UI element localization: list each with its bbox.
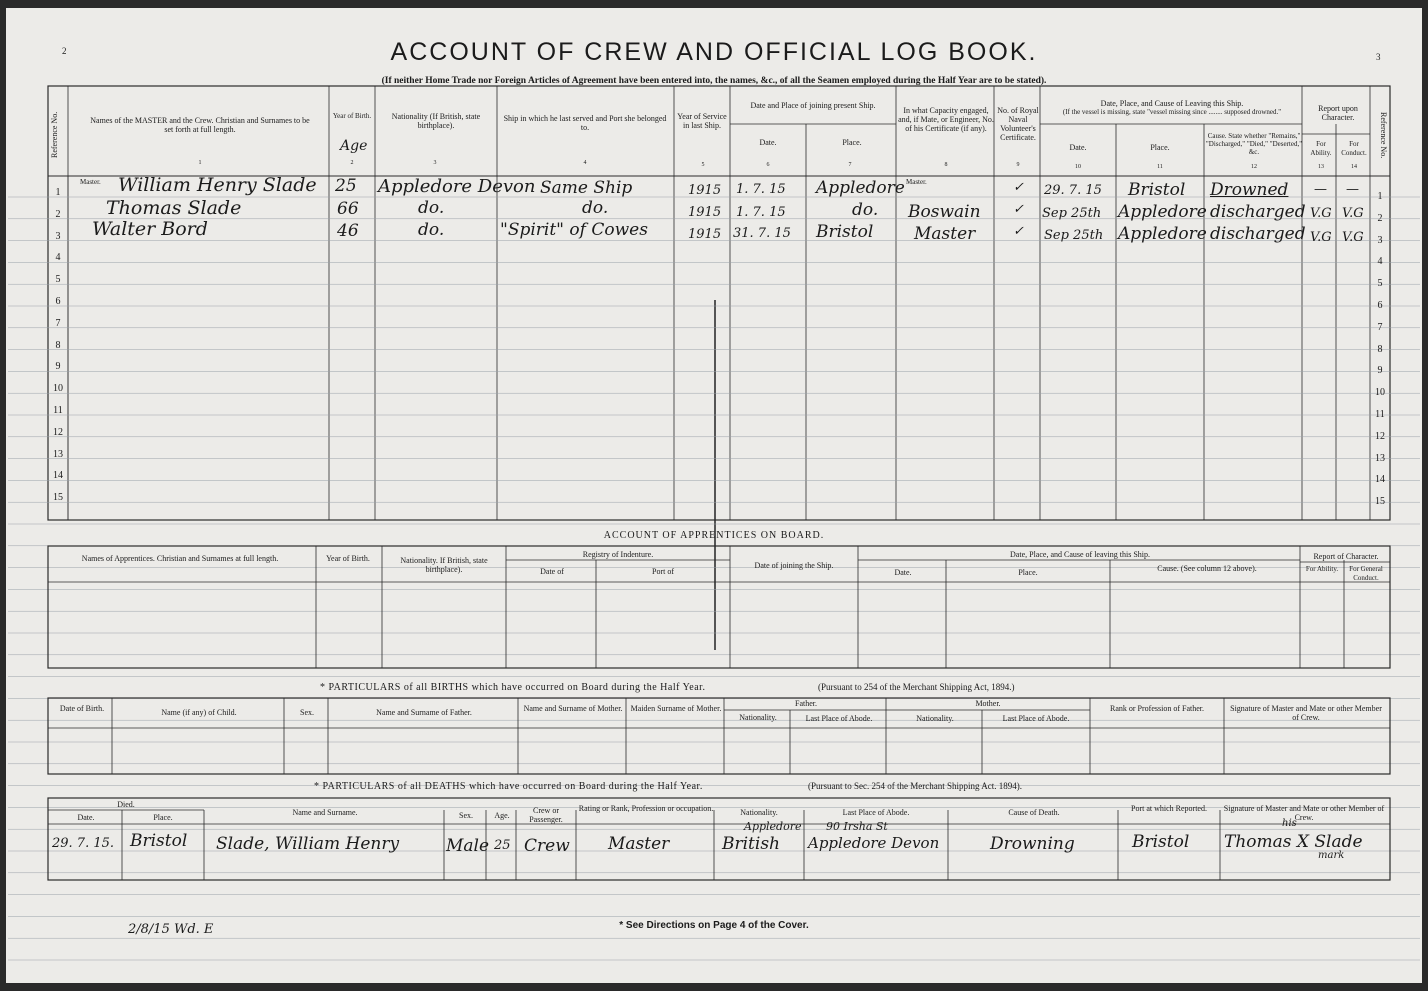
row-number: 5 [1377,278,1383,290]
row-number: 13 [1375,452,1385,464]
crew-cause: Drowned [1210,180,1289,200]
death-header-port: Port at which Reported. [1131,804,1207,813]
master-label: Master. [80,178,101,186]
crew-join-place: do. [852,200,879,220]
header-leaving: Date, Place, and Cause of Leaving this Ship. [1100,99,1244,108]
death-abode-above: 90 Irsha St [826,820,888,833]
crew-name: Thomas Slade [106,197,242,219]
crew-name: Walter Bord [92,218,208,240]
master-label-capacity: Master. [906,178,927,186]
crew-ship: do. [582,198,609,218]
crew-leave-place: Bristol [1128,180,1186,200]
row-number: 9 [55,361,61,373]
row-number: 12 [1375,430,1385,442]
header-report: Report upon Character. [1318,104,1358,122]
crew-capacity: Boswain [908,202,981,222]
birth-header-mother: Name and Surname of Mother. [523,704,623,713]
row-number: 11 [53,405,63,416]
header-ref-right: Reference No. [1379,111,1388,159]
birth-header-nat2: Nationality. [916,714,954,723]
birth-header-abode: Last Place of Abode. [805,714,873,723]
right-page-number: 3 [1376,52,1381,62]
appr-header-date-of: Date of [540,567,564,576]
death-date: 29. 7. 15. [52,836,115,851]
row-number: 7 [55,317,61,329]
row-number: 4 [55,252,61,264]
header-year: Year of Birth. [332,112,372,120]
col-number: 6 [766,162,770,168]
crew-leave-date: Sep 25th [1042,206,1102,221]
births-title: * PARTICULARS of all BIRTHS which have occurred on Board during the Half Year. [320,682,706,693]
crew-rnv: ✓ [1013,202,1024,217]
col-number: 4 [583,160,587,166]
row-number: 12 [53,426,63,438]
death-header-cause: Cause of Death. [1008,808,1060,817]
death-abode: Appledore Devon [808,834,940,852]
death-header-name: Name and Surname. [292,808,358,817]
row-number: 15 [53,492,63,504]
row-number: 8 [55,339,61,351]
col-number: 11 [1157,164,1163,170]
crew-conduct: V.G [1342,230,1364,245]
death-header-abode: Last Place of Abode. [842,808,910,817]
row-number: 10 [53,383,63,395]
death-header-sig: Signature of Master and Mate or other Member of Crew. [1223,804,1385,822]
appr-header-joining: Date of joining the Ship. [754,561,834,570]
death-header-date: Date. [77,813,95,822]
row-number: 10 [1375,387,1385,399]
crew-name: William Henry Slade [118,174,317,196]
header-service: Year of Service in last Ship. [677,112,727,130]
row-number: 8 [1377,343,1383,355]
death-nat: British [722,834,780,854]
deaths-title: * PARTICULARS of all DEATHS which have occurred on Board during the Half Year. [314,781,703,792]
row-number: 1 [55,187,61,198]
row-number: 13 [53,448,63,460]
left-page-number: 2 [62,46,67,56]
row-number: 2 [1377,212,1383,224]
col-number: 8 [944,162,948,168]
appr-header-cause: Cause. (See column 12 above). [1157,564,1257,573]
header-ref: Reference No. [50,111,59,159]
crew-ability: V.G [1310,230,1332,245]
death-header-sex: Sex. [459,811,473,820]
crew-age: 46 [337,221,359,241]
header-capacity: In what Capacity engaged, and, if Mate, or Engineer, No. of his Certificate (if any). [898,106,994,133]
crew-conduct: V.G [1342,206,1364,221]
col-number: 12 [1251,164,1257,170]
crew-ability: V.G [1310,206,1332,221]
death-header-nat: Nationality. [740,808,778,817]
appr-header-report: Report of Character. [1313,552,1379,561]
header-join-date: Date. [759,138,777,147]
death-sig-his: his [1282,818,1297,829]
appr-header-conduct: For General Conduct. [1349,565,1383,582]
row-number: 14 [1375,474,1385,486]
death-header-rating: Rating or Rank, Profession or occupation. [578,804,714,813]
header-conduct: For Conduct. [1341,140,1367,157]
crew-leave-date: 29. 7. 15 [1044,183,1102,198]
crew-ship: "Spirit" of Cowes [500,220,648,240]
header-cause: Cause. State whether "Remains," "Discharged," "Died," "Deserted," &c. [1205,132,1303,156]
header-name: Names of the MASTER and the Crew. Christian and Surnames to be set forth at full length. [90,116,310,134]
row-number: 2 [55,208,61,220]
births-note: (Pursuant to 254 of the Merchant Shipping Act, 1894.) [818,682,1015,692]
birth-header-mother-group: Mother. [975,699,1001,708]
death-sex: Male [446,836,490,856]
crew-service: 1915 [688,183,722,198]
birth-header-nat: Nationality. [739,713,777,722]
header-joining: Date and Place of joining present Ship. [750,101,876,110]
crew-leave-place: Appledore [1118,224,1207,244]
row-number: 3 [1377,234,1383,246]
row-number: 9 [1377,365,1383,377]
row-number: 5 [55,274,61,286]
col-number: 9 [1016,162,1020,168]
death-crew: Crew [524,836,570,856]
birth-header-abode2: Last Place of Abode. [1002,714,1070,723]
row-number: 1 [1377,191,1383,202]
crew-age: 25 [335,176,357,196]
death-name: Slade, William Henry [216,834,400,854]
crew-join-place: Appledore [816,178,905,198]
page-title: ACCOUNT OF CREW AND OFFICIAL LOG BOOK. [390,38,1038,66]
birth-header-father-group: Father. [795,699,817,708]
death-sig: Thomas X Slade [1224,832,1363,852]
crew-rnv: ✓ [1013,180,1024,195]
crew-nationality: do. [418,220,445,240]
row-number: 6 [55,296,61,307]
header-ship: Ship in which he last served and Port she belonged to. [503,114,667,132]
deaths-note: (Pursuant to Sec. 254 of the Merchant Shipping Act. 1894). [808,781,1022,791]
col-number: 7 [848,162,852,168]
apprentices-title: ACCOUNT OF APPRENTICES ON BOARD. [603,530,825,541]
birth-header-date: Date of Birth. [59,704,105,713]
row-number: 11 [1375,409,1385,420]
birth-header-sex: Sex. [300,708,314,717]
crew-service: 1915 [688,205,722,220]
col-number: 13 [1318,164,1324,170]
birth-header-sig: Signature of Master and Mate or other Member of Crew. [1230,704,1382,722]
birth-header-maiden: Maiden Surname of Mother. [630,704,722,713]
crew-ability: — [1314,182,1327,197]
footer-note: * See Directions on Page 4 of the Cover. [619,920,809,931]
crew-conduct: — [1346,182,1359,197]
crew-nationality: do. [418,198,445,218]
header-ability: For Ability. [1310,140,1332,157]
crew-join-place: Bristol [816,222,874,242]
crew-ship: Same Ship [540,178,633,198]
crew-join-date: 1. 7. 15 [736,182,786,197]
death-header-crew: Crew or Passenger. [529,806,563,824]
col-number: 2 [350,160,354,166]
margin-note: 2/8/15 Wd. E [128,922,214,937]
death-rating: Master [608,834,670,854]
crew-service: 1915 [688,227,722,242]
appr-header-name: Names of Apprentices. Christian and Surnames at full length. [81,554,279,563]
col-number: 3 [433,160,437,166]
row-number: 15 [1375,496,1385,508]
crew-rnv: ✓ [1013,224,1024,239]
appr-header-port-of: Port of [652,567,674,576]
birth-header-rank: Rank or Profession of Father. [1110,704,1204,713]
row-number: 7 [1377,321,1383,333]
crew-leave-place: Appledore [1118,202,1207,222]
appr-header-nationality: Nationality. If British, state birthplace). [400,556,488,574]
header-leaving-note: (If the vessel is missing, state "vessel missing since ........ supposed drowned." [1062,108,1282,116]
header-year-hw: Age [340,138,368,154]
col-number: 5 [701,162,705,168]
row-number: 3 [55,230,61,242]
crew-age: 66 [337,199,359,219]
crew-join-date: 31. 7. 15 [733,226,791,241]
death-cause: Drowning [990,834,1075,854]
death-age: 25 [494,838,511,853]
col-number: 10 [1075,164,1081,170]
appr-header-registry: Registry of Indenture. [582,550,654,559]
death-header-place: Place. [153,813,173,822]
death-header-died: Died. [117,800,135,809]
appr-header-leaving: Date, Place, and Cause of leaving this Ship. [1010,550,1150,559]
row-number: 4 [1377,256,1383,268]
header-join-place: Place. [842,138,862,147]
row-number: 14 [53,470,63,482]
appr-header-date: Date. [894,568,912,577]
death-sig-mark: mark [1318,850,1345,861]
death-place: Bristol [130,831,188,851]
birth-header-child: Name (if any) of Child. [161,708,237,717]
appr-header-place: Place. [1018,568,1038,577]
header-leave-place: Place. [1150,143,1170,152]
crew-join-date: 1. 7. 15 [736,205,786,220]
death-port: Bristol [1132,832,1190,852]
page-subtitle: (If neither Home Trade nor Foreign Articles of Agreement have been entered into, the names, &c., of all the Seamen employed during the Half Year are to be stated). [381,76,1047,86]
death-header-age: Age. [494,811,510,820]
header-leave-date: Date. [1069,143,1087,152]
row-number: 6 [1377,300,1383,311]
appr-header-year: Year of Birth. [326,554,370,563]
crew-nationality: Appledore Devon [378,176,536,197]
crew-cause: discharged [1210,224,1306,244]
header-nationality: Nationality (If British, state birthplace). [391,112,481,130]
crew-leave-date: Sep 25th [1044,228,1104,243]
crew-cause: discharged [1210,202,1306,222]
col-number: 14 [1351,164,1357,170]
appr-header-ability: For Ability. [1305,565,1339,573]
crew-capacity: Master [914,224,976,244]
birth-header-father: Name and Surname of Father. [376,708,472,717]
col-number: 1 [198,160,202,166]
header-rnv: No. of Royal Naval Volunteer's Certificate. [997,106,1039,142]
death-nat-above: Appledore [744,820,802,833]
